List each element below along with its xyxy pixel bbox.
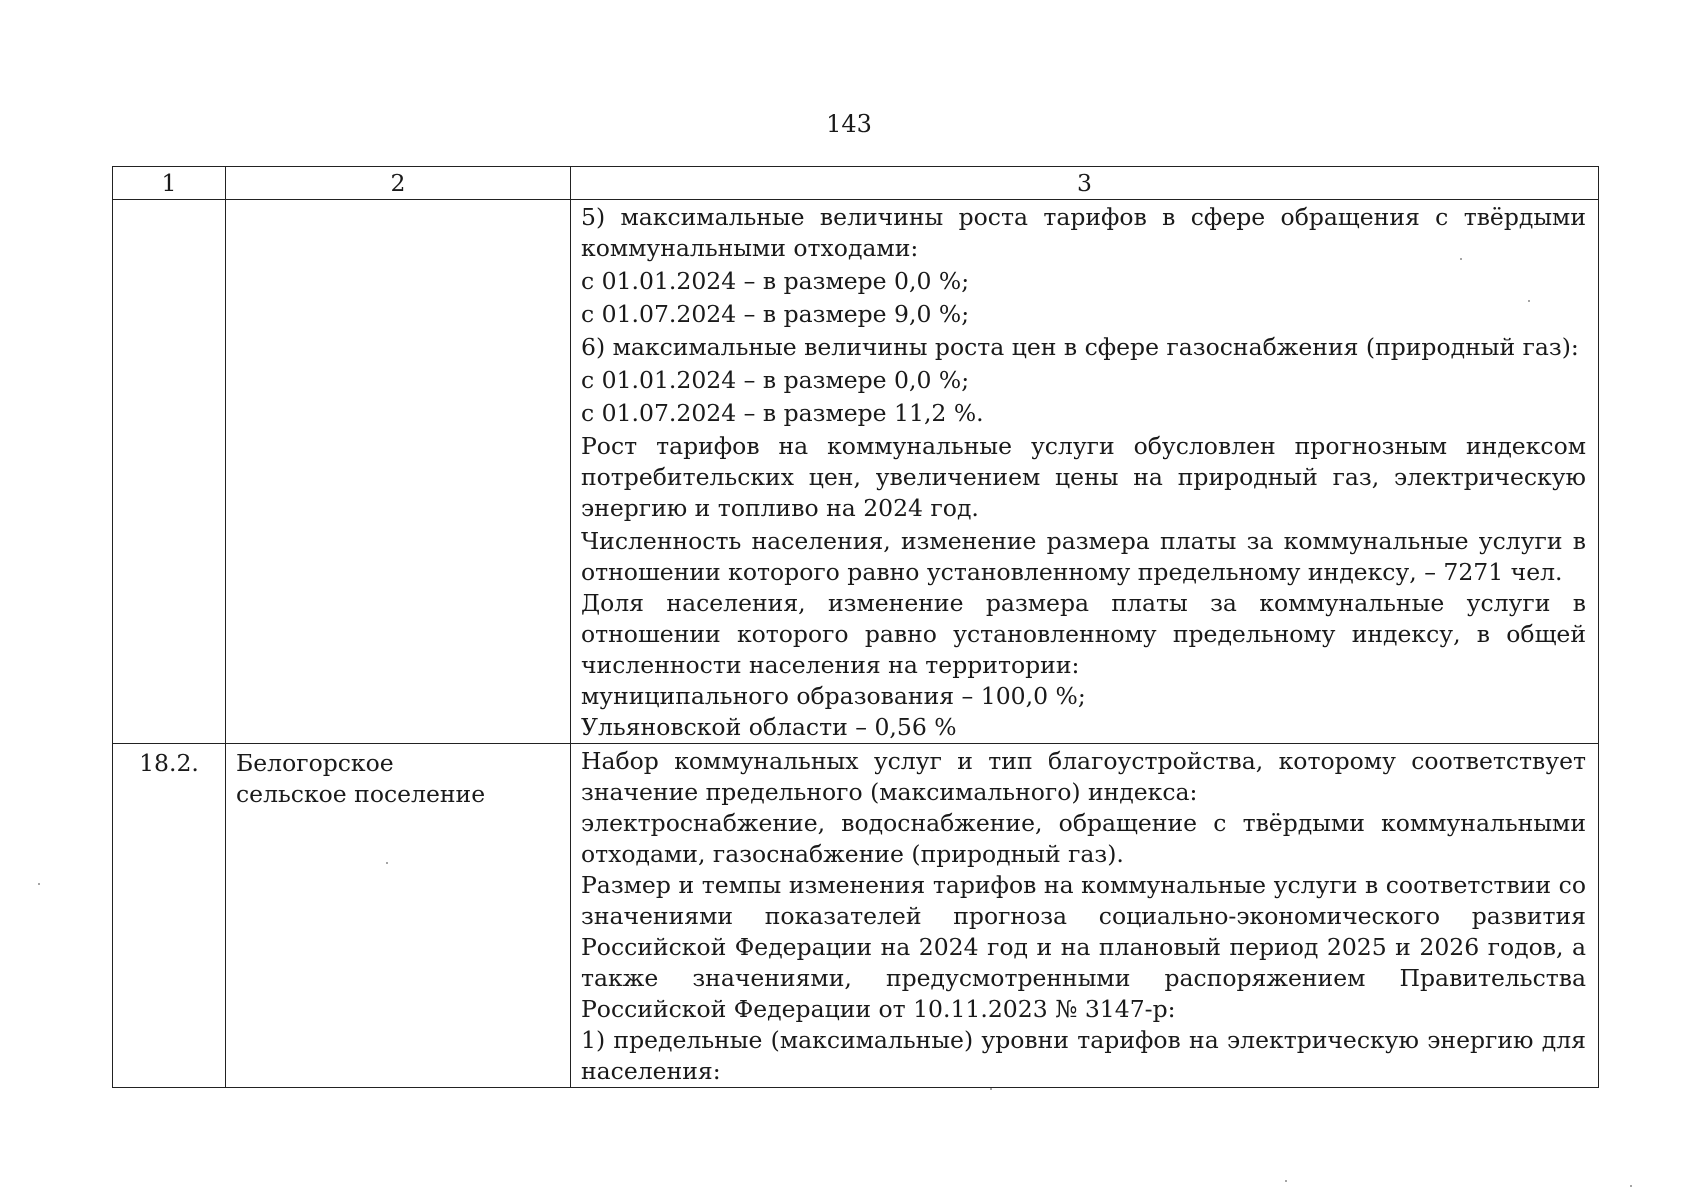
column-header-3: 3 <box>571 167 1599 200</box>
paragraph: Численность населения, изменение размера платы за коммунальные услуги в отношении которого равно установленному предельному индексу, – 7271 чел. <box>581 527 1586 586</box>
paragraph: Размер и темпы изменения тарифов на коммунальные услуги в соответствии со значениями показателей прогноза социально-экономического развития Российской Федерации на 2024 год и на плановый период 2025 и 2026 годов, а также значениями, предусмотренными распоряжением Правительства Российской Федерации от 10.11.2023 № 3147-р: <box>581 871 1586 1023</box>
scan-speck <box>1630 1185 1632 1187</box>
table-header-row <box>113 167 1599 200</box>
paragraph: Набор коммунальных услуг и тип благоустройства, которому соответствует значение предельного (максимального) индекса: <box>581 747 1586 806</box>
paragraph: Рост тарифов на коммунальные услуги обусловлен прогнозным индексом потребительских цен, увеличением цены на природный газ, электрическую энергию и топливо на 2024 год. <box>581 432 1586 522</box>
paragraph: с 01.01.2024 – в размере 0,0 %; <box>581 366 970 394</box>
scan-speck <box>38 883 40 885</box>
paragraph: с 01.01.2024 – в размере 0,0 %; <box>581 267 970 295</box>
column-header-2: 2 <box>226 167 571 200</box>
row-number-cell: 18.2. <box>113 744 226 1088</box>
settlement-name-cell <box>226 200 571 744</box>
paragraph: Доля населения, изменение размера платы за коммунальные услуги в отношении которого равно установленному предельному индексу, в общей численности населения на территории: <box>581 589 1586 679</box>
scan-speck <box>1528 300 1530 302</box>
description-cell <box>571 200 1599 744</box>
settlement-name-line: Белогорское <box>236 749 394 777</box>
paragraph: с 01.07.2024 – в размере 9,0 %; <box>581 300 970 328</box>
scan-speck <box>1285 1180 1287 1182</box>
settlement-name-line: сельское поселение <box>236 780 486 808</box>
paragraph: 1) предельные (максимальные) уровни тарифов на электрическую энергию для населения: <box>581 1026 1586 1085</box>
paragraph: 6) максимальные величины роста цен в сфере газоснабжения (природный газ): <box>581 333 1579 361</box>
paragraph: электроснабжение, водоснабжение, обращение с твёрдыми коммунальными отходами, газоснабжение (природный газ). <box>581 809 1586 868</box>
column-header-1: 1 <box>113 167 226 200</box>
document-table <box>112 166 1599 1088</box>
row-number-cell <box>113 200 226 744</box>
paragraph: с 01.07.2024 – в размере 11,2 %. <box>581 399 984 427</box>
paragraph: 5) максимальные величины роста тарифов в сфере обращения с твёрдыми коммунальными отходами: <box>581 203 1586 262</box>
paragraph: Ульяновской области – 0,56 % <box>581 713 957 741</box>
scan-speck <box>1460 258 1462 260</box>
description-cell <box>571 744 1599 1088</box>
scan-speck <box>386 862 388 864</box>
table-row <box>113 200 1599 744</box>
settlement-name-cell <box>226 744 571 1088</box>
paragraph: муниципального образования – 100,0 %; <box>581 682 1086 710</box>
table-row <box>113 744 1599 1088</box>
page-number: 143 <box>826 110 872 138</box>
scan-speck <box>990 1088 992 1090</box>
